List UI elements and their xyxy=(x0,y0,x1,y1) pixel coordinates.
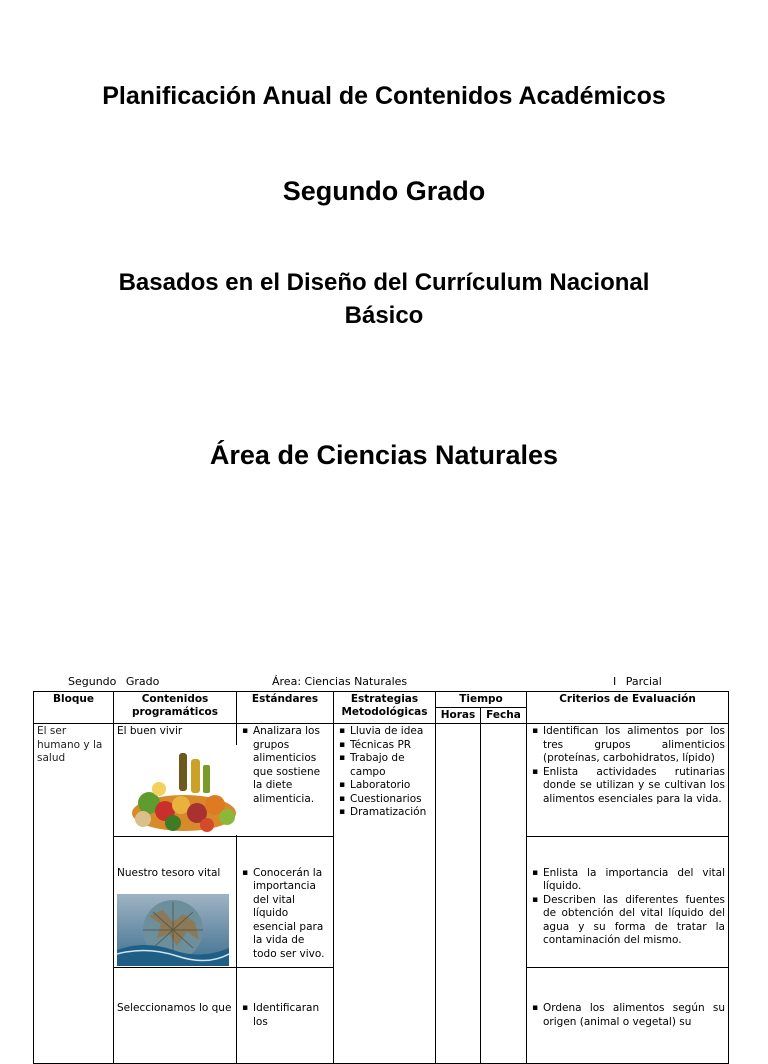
criterio-item: ▪ Enlista actividades rutinarias donde se utilizan y se cultivan los alimentos esenciales para la vida. xyxy=(543,766,725,807)
header-bloque: Bloque xyxy=(34,692,114,724)
planning-table xyxy=(33,691,729,1064)
estandar-item: ▪ Analizara los grupos alimenticios que sostiene la diete alimenticia. xyxy=(253,725,330,806)
contenido-text: Nuestro tesoro vital xyxy=(117,866,221,879)
estandar-item: ▪ Conocerán la importancia del vital líquido esencial para la vida de todo ser vivo. xyxy=(253,867,330,962)
criterios-cell xyxy=(527,724,729,837)
document-area: Área de Ciencias Naturales xyxy=(209,440,559,470)
fecha-cell xyxy=(481,724,527,1064)
contenido-cell xyxy=(114,968,237,1064)
header-criterios: Criterios de Evaluación xyxy=(527,692,729,724)
estrategia-item: ▪ Técnicas PR xyxy=(350,739,432,753)
contenido-cell xyxy=(114,836,237,968)
estrategia-item: ▪ Trabajo de campo xyxy=(350,752,432,779)
criterios-cell xyxy=(527,836,729,968)
criterio-item: ▪ Describen las diferentes fuentes de obtención del vital líquido del agua y su forma de tratar la contaminación del mismo. xyxy=(543,894,725,948)
estandar-cell xyxy=(237,724,334,837)
table-meta-area: Área: Ciencias Naturales xyxy=(272,675,408,688)
table-row xyxy=(34,724,729,837)
criterio-item: ▪ Identifican los alimentos por los tres grupos alimenticios (proteínas, carbohidratos, lípido) xyxy=(543,725,725,766)
document-title: Planificación Anual de Contenidos Académicos xyxy=(102,82,666,110)
header-estrategias: Estrategias Metodológicas xyxy=(334,692,436,724)
table-meta-period: I Parcial xyxy=(613,675,662,688)
document-basis: Basados en el Diseño del Currículum Nacional Básico xyxy=(118,269,650,329)
estrategia-item: ▪ Lluvia de idea xyxy=(350,725,432,739)
header-horas: Horas xyxy=(436,708,481,724)
criterios-cell xyxy=(527,968,729,1064)
estrategia-item: ▪ Laboratorio xyxy=(350,779,432,793)
header-fecha: Fecha xyxy=(481,708,527,724)
estrategia-item: ▪ Cuestionarios xyxy=(350,793,432,807)
criterio-item: ▪ Enlista la importancia del vital líquido. xyxy=(543,867,725,894)
header-estandares: Estándares xyxy=(237,692,334,724)
contenido-cell xyxy=(114,724,237,837)
header-tiempo: Tiempo xyxy=(436,692,527,708)
earth-water-photo-icon xyxy=(117,894,229,966)
estandar-cell xyxy=(237,968,334,1064)
estandar-item: ▪ Identificaran los xyxy=(253,1002,330,1029)
estandar-cell xyxy=(237,836,334,968)
document-grade: Segundo Grado xyxy=(282,176,486,206)
criterio-item: ▪ Ordena los alimentos según su origen (animal o vegetal) su xyxy=(543,1002,725,1029)
estrategia-item: ▪ Dramatización xyxy=(350,806,432,820)
estrategias-cell xyxy=(334,724,436,1064)
header-row xyxy=(34,692,729,708)
horas-cell xyxy=(436,724,481,1064)
table-meta-grade: Segundo Grado xyxy=(68,675,160,688)
header-contenidos: Contenidos programáticos xyxy=(114,692,237,724)
contenido-text: Seleccionamos lo que xyxy=(117,1002,232,1014)
contenido-text: El buen vivir xyxy=(117,725,183,737)
bloque-cell: El ser humano y la salud xyxy=(34,724,114,1064)
food-groups-photo-icon xyxy=(129,745,239,835)
